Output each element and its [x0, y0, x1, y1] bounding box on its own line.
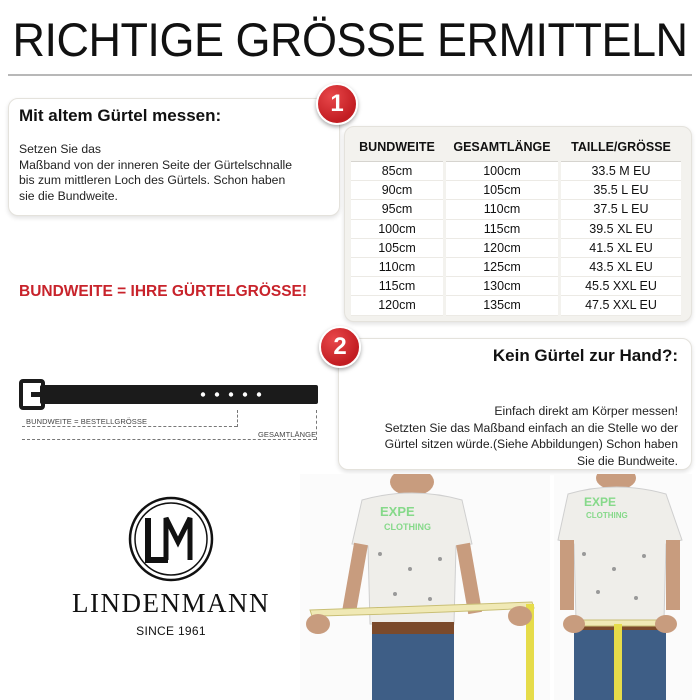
cell-bundweite: 105cm: [351, 239, 443, 258]
header-taille: TAILLE/GRÖSSE: [561, 132, 681, 162]
table-row: [351, 162, 681, 181]
cell-bundweite: 90cm: [351, 181, 443, 200]
svg-text:CLOTHING: CLOTHING: [384, 522, 431, 532]
table-row: [351, 239, 681, 258]
bundweite-dash: [22, 426, 237, 427]
person-measuring-icon: [300, 474, 550, 700]
step1-text: Setzen Sie das Maßband von der inneren Seite der Gürtelschnalle bis zum mittleren Loch des Gürtels. Schon haben sie die Bundweite.: [19, 142, 293, 203]
cell-bundweite: 115cm: [351, 277, 443, 296]
table-row: [351, 296, 681, 315]
cell-taille: 47.5 XXL EU: [561, 296, 681, 315]
page-title: RICHTIGE GRÖSSE ERMITTELN: [12, 12, 688, 67]
header-gesamtlaenge: GESAMTLÄNGE: [446, 132, 558, 162]
table-row: [351, 220, 681, 239]
gesamt-dash: [22, 439, 316, 440]
bundweite-note: BUNDWEITE = IHRE GÜRTELGRÖSSE!: [19, 283, 308, 300]
cell-gesamtlaenge: 135cm: [446, 296, 558, 315]
cell-gesamtlaenge: 120cm: [446, 239, 558, 258]
cell-taille: 39.5 XL EU: [561, 220, 681, 239]
header-bundweite: BUNDWEITE: [351, 132, 443, 162]
brand-name: LINDENMANN: [72, 588, 270, 618]
size-table: [348, 132, 684, 316]
cell-taille: 35.5 L EU: [561, 181, 681, 200]
model-photo-right: [554, 474, 692, 700]
cell-gesamtlaenge: 105cm: [446, 181, 558, 200]
step2-heading: Kein Gürtel zur Hand?:: [492, 346, 678, 365]
gesamt-label: GESAMTLÄNGE: [258, 430, 317, 439]
cell-bundweite: 85cm: [351, 162, 443, 181]
step1-heading: Mit altem Gürtel messen:: [19, 106, 222, 125]
cell-gesamtlaenge: 130cm: [446, 277, 558, 296]
table-header-row: [351, 132, 681, 162]
step2-text: Einfach direkt am Körper messen! Setzten Sie das Maßband einfach an die Stelle wo der Gürtel sitzen würde.(Siehe Abbildungen) Schon haben Sie die Bundweite.: [384, 404, 678, 468]
table-row: [351, 181, 681, 200]
cell-bundweite: 110cm: [351, 258, 443, 277]
cell-bundweite: 120cm: [351, 296, 443, 315]
table-row: [351, 200, 681, 219]
table-row: [351, 277, 681, 296]
person-measured-icon: [554, 474, 692, 700]
svg-text:EXPE: EXPE: [380, 504, 415, 519]
cell-gesamtlaenge: 125cm: [446, 258, 558, 277]
svg-text:EXPE: EXPE: [584, 495, 617, 509]
title-divider: [8, 74, 692, 76]
cell-gesamtlaenge: 115cm: [446, 220, 558, 239]
bundweite-label: BUNDWEITE = BESTELLGRÖSSE: [26, 417, 148, 426]
belt-illustration: [18, 378, 320, 412]
cell-bundweite: 100cm: [351, 220, 443, 239]
table-row: [351, 258, 681, 277]
step1-badge: 1: [316, 83, 358, 125]
cell-bundweite: 95cm: [351, 200, 443, 219]
svg-text:CLOTHING: CLOTHING: [586, 511, 628, 520]
bundweite-dash-end: [237, 410, 238, 427]
cell-taille: 33.5 M EU: [561, 162, 681, 181]
cell-taille: 37.5 L EU: [561, 200, 681, 219]
step2-badge: 2: [319, 326, 361, 368]
cell-gesamtlaenge: 110cm: [446, 200, 558, 219]
cell-taille: 41.5 XL EU: [561, 239, 681, 258]
cell-taille: 43.5 XL EU: [561, 258, 681, 277]
model-photo-left: [300, 474, 550, 700]
brand-since: SINCE 1961: [136, 624, 206, 638]
cell-gesamtlaenge: 100cm: [446, 162, 558, 181]
lindenmann-monogram-icon: [128, 496, 214, 582]
cell-taille: 45.5 XXL EU: [561, 277, 681, 296]
